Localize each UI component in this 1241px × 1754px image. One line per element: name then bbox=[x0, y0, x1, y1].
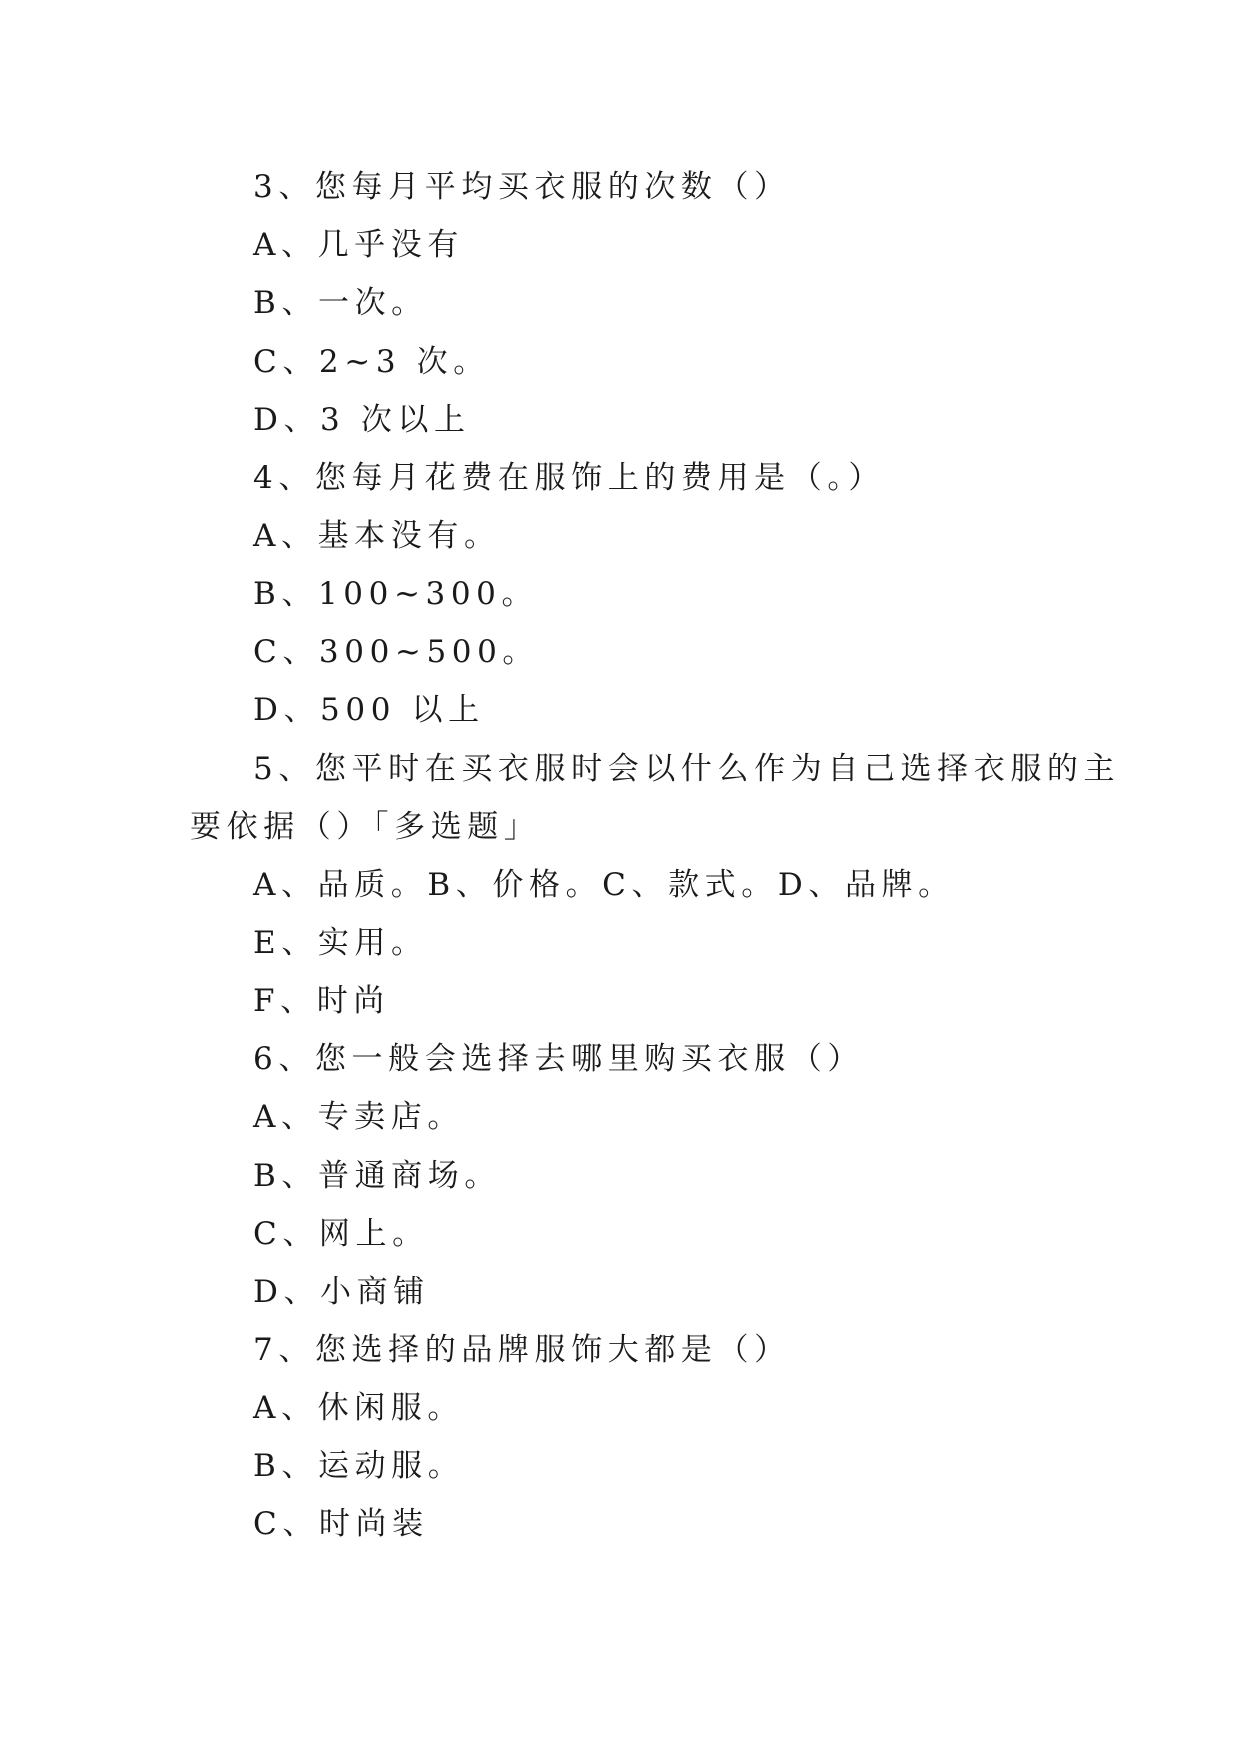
option-6a: A、专卖店。 bbox=[253, 1099, 464, 1135]
option-6d: D、小商铺 bbox=[253, 1274, 430, 1310]
question-5: 5、您平时在买衣服时会以什么作为自己选择衣服的主 bbox=[253, 751, 1121, 787]
option-3b: B、一次。 bbox=[253, 285, 428, 321]
option-6b: B、普通商场。 bbox=[253, 1158, 501, 1194]
question-5-continued: 要依据（）「多选题」 bbox=[190, 809, 541, 845]
option-7c: C、时尚装 bbox=[253, 1506, 429, 1542]
question-4: 4、您每月花费在服饰上的费用是（。） bbox=[253, 460, 886, 496]
option-4a: A、基本没有。 bbox=[253, 518, 501, 554]
option-7a: A、休闲服。 bbox=[253, 1390, 464, 1426]
option-6c: C、网上。 bbox=[253, 1216, 429, 1252]
option-4c: C、300~500。 bbox=[253, 634, 540, 670]
question-7: 7、您选择的品牌服饰大都是（） bbox=[253, 1332, 791, 1368]
option-7b: B、运动服。 bbox=[253, 1448, 465, 1484]
option-3d: D、3 次以上 bbox=[253, 402, 471, 438]
option-3c: C、2~3 次。 bbox=[253, 344, 490, 380]
option-3a: A、几乎没有 bbox=[253, 227, 464, 263]
option-5f: F、时尚 bbox=[253, 983, 390, 1019]
option-4d: D、500 以上 bbox=[253, 692, 485, 728]
option-5e: E、实用。 bbox=[253, 925, 428, 961]
option-5a-d: A、品质。B、价格。C、款式。D、品牌。 bbox=[253, 867, 955, 903]
question-6: 6、您一般会选择去哪里购买衣服（） bbox=[253, 1041, 864, 1077]
question-3: 3、您每月平均买衣服的次数（） bbox=[253, 169, 791, 205]
option-4b: B、100~300。 bbox=[253, 576, 539, 612]
